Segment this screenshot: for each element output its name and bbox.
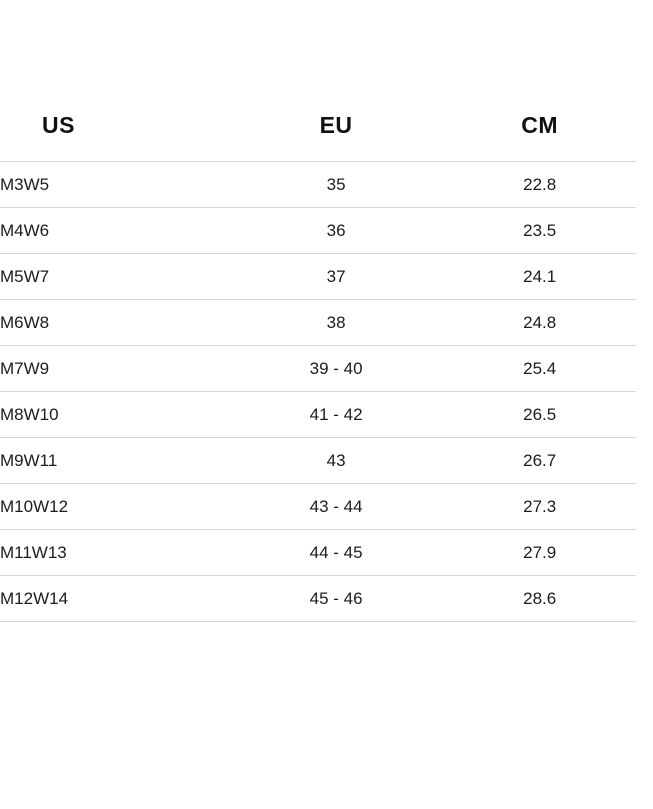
- cell-cm: 28.6: [443, 576, 636, 622]
- cell-eu: 37: [229, 254, 443, 300]
- table-row: [0, 300, 636, 346]
- cell-eu: 36: [229, 208, 443, 254]
- cell-cm: 22.8: [443, 162, 636, 208]
- table-header-row: [0, 112, 636, 162]
- cell-eu: 41 - 42: [229, 392, 443, 438]
- cell-eu: 44 - 45: [229, 530, 443, 576]
- size-conversion-table: [0, 112, 636, 622]
- cell-us: M6W8: [0, 300, 229, 346]
- table-row: [0, 254, 636, 300]
- cell-cm: 27.9: [443, 530, 636, 576]
- cell-us: M5W7: [0, 254, 229, 300]
- column-header-us: US: [42, 112, 75, 138]
- cell-us: M4W6: [0, 208, 229, 254]
- cell-eu: 43 - 44: [229, 484, 443, 530]
- table-header: [0, 112, 636, 162]
- cell-cm: 24.8: [443, 300, 636, 346]
- table-row: [0, 484, 636, 530]
- cell-cm: 24.1: [443, 254, 636, 300]
- table-row: [0, 438, 636, 484]
- table-row: [0, 576, 636, 622]
- cell-cm: 26.7: [443, 438, 636, 484]
- cell-cm: 23.5: [443, 208, 636, 254]
- cell-us: M3W5: [0, 162, 229, 208]
- cell-eu: 38: [229, 300, 443, 346]
- cell-us: M11W13: [0, 530, 229, 576]
- cell-us: M9W11: [0, 438, 229, 484]
- cell-us: M10W12: [0, 484, 229, 530]
- cell-cm: 27.3: [443, 484, 636, 530]
- cell-us: M7W9: [0, 346, 229, 392]
- table-body: [0, 162, 636, 622]
- cell-cm: 26.5: [443, 392, 636, 438]
- table-row: [0, 346, 636, 392]
- cell-eu: 43: [229, 438, 443, 484]
- cell-eu: 35: [229, 162, 443, 208]
- table-row: [0, 530, 636, 576]
- cell-us: M12W14: [0, 576, 229, 622]
- table-row: [0, 392, 636, 438]
- cell-cm: 25.4: [443, 346, 636, 392]
- column-header-cm: CM: [521, 112, 559, 138]
- cell-eu: 39 - 40: [229, 346, 443, 392]
- table-row: [0, 162, 636, 208]
- table-row: [0, 208, 636, 254]
- cell-us: M8W10: [0, 392, 229, 438]
- cell-eu: 45 - 46: [229, 576, 443, 622]
- column-header-eu: EU: [319, 112, 353, 138]
